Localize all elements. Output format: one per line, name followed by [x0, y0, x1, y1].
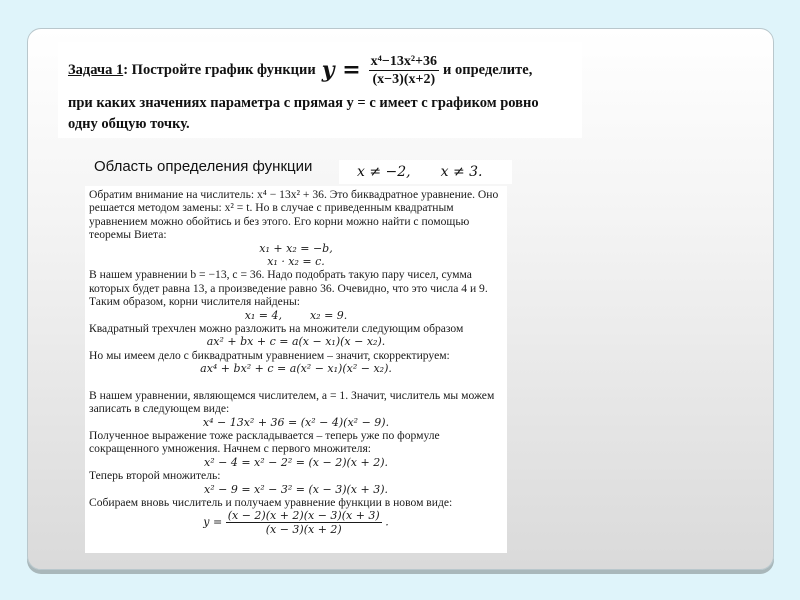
solution-text	[85, 186, 507, 553]
task-y-equals: y =	[321, 56, 361, 83]
solution-paragraph: Квадратный трехчлен можно разложить на множители следующим образом	[89, 322, 464, 336]
final-period: .	[385, 515, 389, 529]
solution-paragraph: Полученное выражение тоже раскладывается – теперь уже по формуле сокращенного умножения. Начнем с первого множителя:	[89, 428, 440, 456]
solution-formula: ax⁴ + bx² + c = a(x² − x₁)(x² − x₂).	[200, 362, 392, 376]
final-formula	[89, 509, 503, 536]
solution-paragraph: В нашем уравнении b = −13, c = 36. Надо подобрать такую пару чисел, сумма которых будет равна 13, а произведение равно 36. Очевидно, что это числа 4 и 9. Таким образом, корни числителя найдены:	[89, 268, 488, 309]
solution-formula: x⁴ − 13x² + 36 = (x² − 4)(x² − 9).	[202, 415, 390, 429]
final-fraction	[226, 509, 382, 536]
task-statement	[58, 42, 582, 138]
solution-paragraph: Теперь второй множитель:	[89, 469, 221, 483]
task-text-after: и определите,	[443, 61, 533, 78]
final-numerator: (x − 2)(x + 2)(x − 3)(x + 3)	[227, 509, 380, 523]
solution-formula: ax² + bx + c = a(x − x₁)(x − x₂).	[206, 335, 386, 349]
final-y-equals: y =	[203, 515, 223, 529]
domain-cond-1: x ≠ −2,	[357, 164, 411, 180]
domain-label: Область определения функции	[94, 158, 313, 175]
task-label: Задача 1	[68, 61, 124, 78]
domain-cond-2: x ≠ 3.	[440, 164, 483, 180]
task-denominator: (x−3)(x+2)	[372, 71, 436, 87]
solution-formula: x₁ + x₂ = −b,	[259, 241, 333, 255]
solution-paragraph: Обратим внимание на числитель: x⁴ − 13x² + 36. Это биквадратное уравнение. Оно решается методом замены: x² = t. Но в случае с приведенным квадратным уравнением можно обойтись и без этого. Его корни можно найти с помощью теоремы Виета:	[89, 188, 499, 242]
task-numerator: x⁴−13x²+36	[370, 53, 437, 69]
final-denominator: (x − 3)(x + 2)	[265, 523, 342, 537]
task-line-2: при каких значениях параметра с прямая у = с имеет с графиком ровно	[68, 95, 539, 111]
solution-paragraph: Но мы имеем дело с биквадратным уравнением – значит, скорректируем:	[89, 348, 450, 362]
solution-formula: x₁ = 4, x₂ = 9.	[244, 308, 348, 322]
task-text-before: : Постройте график функции	[123, 61, 316, 78]
solution-formula: x² − 9 = x² − 3² = (x − 3)(x + 3).	[204, 482, 388, 496]
task-fraction	[369, 53, 439, 88]
solution-formula: x₁ · x₂ = c.	[267, 255, 325, 269]
domain-conditions	[339, 160, 512, 184]
solution-paragraph: В нашем уравнении, являющемся числителем, a = 1. Значит, числитель мы можем записать в следующем виде:	[89, 388, 495, 416]
solution-formula: x² − 4 = x² − 2² = (x − 2)(x + 2).	[204, 455, 388, 469]
solution-paragraph: Собираем вновь числитель и получаем уравнение функции в новом виде:	[89, 495, 453, 509]
task-line-3: одну общую точку.	[68, 116, 190, 132]
